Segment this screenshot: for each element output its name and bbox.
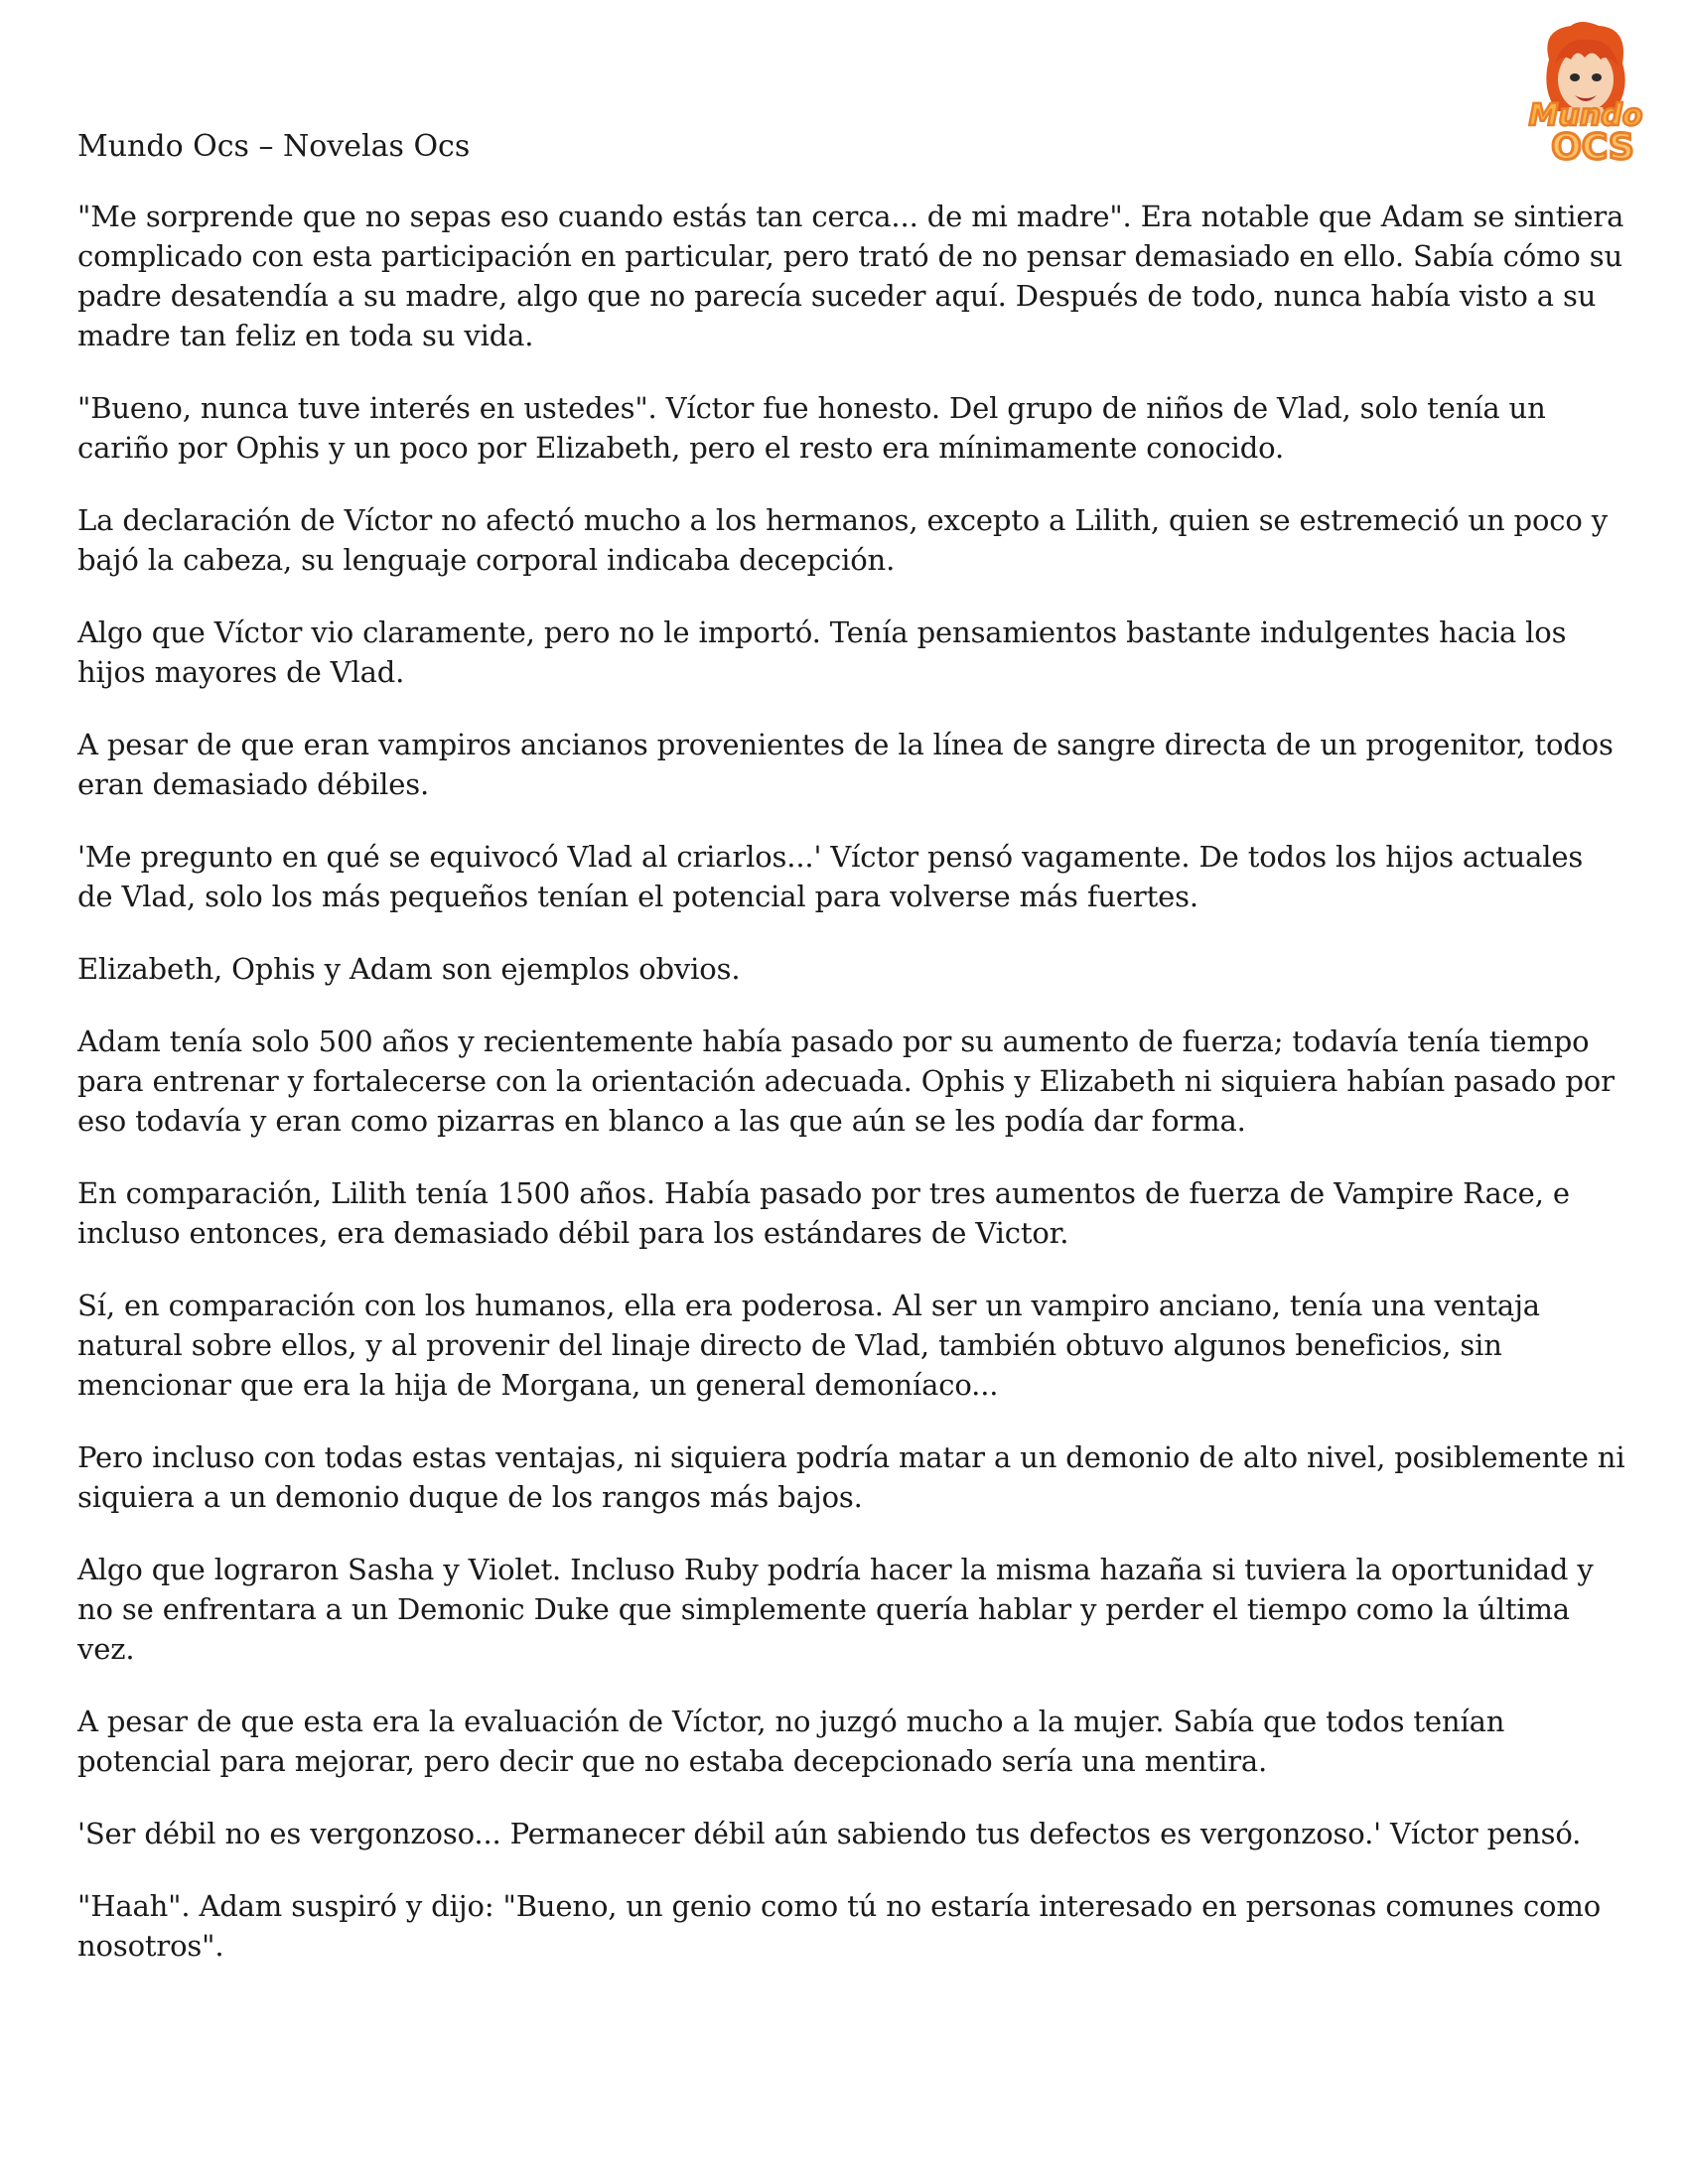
- document-header: Mundo Ocs – Novelas Ocs: [77, 129, 471, 164]
- paragraph-11: Pero incluso con todas estas ventajas, ni siquiera podría matar a un demonio de alto nivel, posiblemente ni siquiera a un demonio duque de los rangos más bajos.: [77, 1440, 1625, 1514]
- paragraph-9: En comparación, Lilith tenía 1500 años. Había pasado por tres aumentos de fuerza de Vampire Race, e incluso entonces, era demasiado débil para los estándares de Victor.: [77, 1176, 1570, 1250]
- paragraph-4: Algo que Víctor vio claramente, pero no le importó. Tenía pensamientos bastante indulgentes hacia los hijos mayores de Vlad.: [77, 615, 1567, 689]
- paragraph-12: Algo que lograron Sasha y Violet. Incluso Ruby podría hacer la misma hazaña si tuviera la oportunidad y no se enfrentara a un Demonic Duke que simplemente quería hablar y perder el tiempo como la última vez.: [77, 1553, 1594, 1666]
- paragraph-5: A pesar de que eran vampiros ancianos provenientes de la línea de sangre directa de un progenitor, todos eran demasiado débiles.: [77, 728, 1614, 801]
- paragraph-1: "Me sorprende que no sepas eso cuando estás tan cerca... de mi madre". Era notable que Adam se sintiera complicado con esta participación en particular, pero trató de no pensar demasiado en ello. Sabía cómo su padre desatendía a su madre, algo que no parecía suceder aquí. Después de todo, nunca había visto a su madre tan feliz en toda su vida.: [77, 200, 1624, 352]
- paragraph-8: Adam tenía solo 500 años y recientemente había pasado por su aumento de fuerza; todavía tenía tiempo para entrenar y fortalecerse con la orientación adecuada. Ophis y Elizabeth ni siquiera habían pasado por eso todavía y eran como pizarras en blanco a las que aún se les podía dar forma.: [77, 1024, 1615, 1138]
- svg-text:OCS: OCS: [1551, 127, 1634, 168]
- paragraph-13: A pesar de que esta era la evaluación de Víctor, no juzgó mucho a la mujer. Sabía que todos tenían potencial para mejorar, pero decir que no estaba decepcionado sería una mentira.: [77, 1705, 1505, 1778]
- paragraph-10: Sí, en comparación con los humanos, ella era poderosa. Al ser un vampiro anciano, tenía una ventaja natural sobre ellos, y al provenir del linaje directo de Vlad, también obtuvo algunos beneficios, sin mencionar que era la hija de Morgana, un general demoníaco...: [77, 1289, 1540, 1402]
- paragraph-15: "Haah". Adam suspiró y dijo: "Bueno, un genio como tú no estaría interesado en personas comunes como nosotros".: [77, 1889, 1602, 1963]
- paragraph-3: La declaración de Víctor no afectó mucho a los hermanos, excepto a Lilith, quien se estremeció un poco y bajó la cabeza, su lenguaje corporal indicaba decepción.: [77, 503, 1608, 577]
- document-page: [77, 127, 1626, 1998]
- svg-text:Mundo: Mundo: [1528, 98, 1643, 133]
- paragraph-6: 'Me pregunto en qué se equivocó Vlad al criarlos...' Víctor pensó vagamente. De todos los hijos actuales de Vlad, solo los más pequeños tenían el potencial para volverse más fuertes.: [77, 840, 1584, 913]
- paragraph-2: "Bueno, nunca tuve interés en ustedes". Víctor fue honesto. Del grupo de niños de Vlad, solo tenía un cariño por Ophis y un poco por Elizabeth, pero el resto era mínimamente conocido.: [77, 391, 1546, 465]
- paragraph-7: Elizabeth, Ophis y Adam son ejemplos obvios.: [77, 952, 741, 986]
- paragraph-14: 'Ser débil no es vergonzoso... Permanecer débil aún sabiendo tus defectos es vergonzoso.' Víctor pensó.: [77, 1817, 1582, 1850]
